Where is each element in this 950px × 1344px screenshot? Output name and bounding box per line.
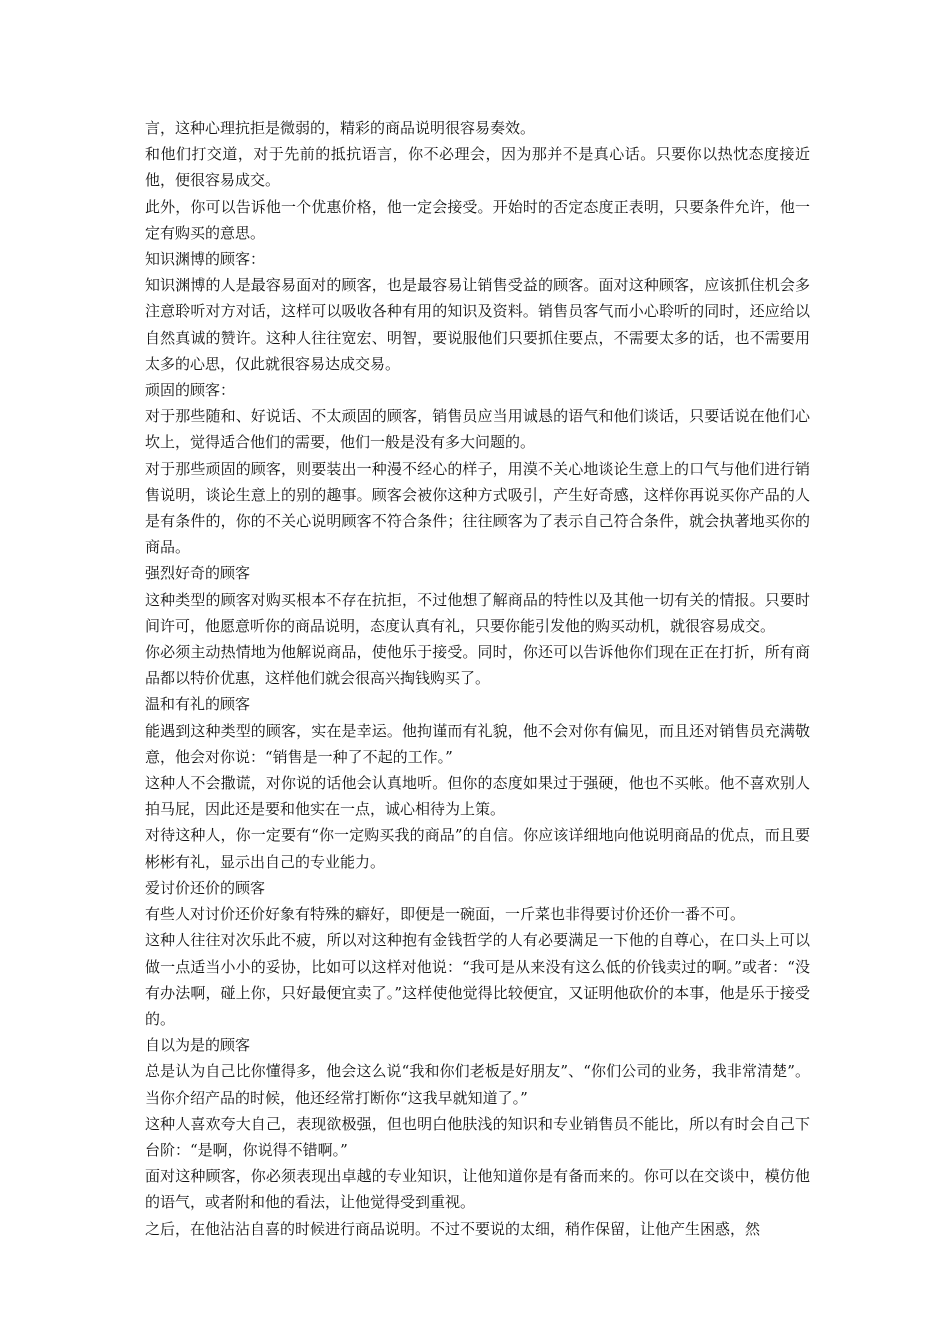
paragraph: 此外，你可以告诉他一个优惠价格，他一定会接受。开始时的否定态度正表明，只要条件允许，他一定有购买的意思。 xyxy=(145,197,810,242)
document-page xyxy=(145,115,810,1242)
section-heading: 强烈好奇的顾客 xyxy=(145,564,251,583)
paragraph: 对待这种人，你一定要有“你一定购买我的商品”的自信。你应该详细地向他说明商品的优点，而且要彬彬有礼，显示出自己的专业能力。 xyxy=(145,826,810,871)
paragraph: 能遇到这种类型的顾客，实在是幸运。他拘谨而有礼貌，他不会对你有偏见，而且还对销售员充满敬意，他会对你说：“销售是一种了不起的工作。” xyxy=(145,721,810,766)
section-heading: 顽固的顾客： xyxy=(145,381,236,400)
paragraph: 知识渊博的人是最容易面对的顾客，也是最容易让销售受益的顾客。面对这种顾客，应该抓住机会多注意聆听对方对话，这样可以吸收各种有用的知识及资料。销售员客气而小心聆听的同时，还应给以自然真诚的赞许。这种人往往宽宏、明智，要说服他们只要抓住要点，不需要太多的话，也不需要用太多的心思，仅此就很容易达成交易。 xyxy=(145,276,810,373)
paragraph: 这种类型的顾客对购买根本不存在抗拒，不过他想了解商品的特性以及其他一切有关的情报。只要时间许可，他愿意听你的商品说明，态度认真有礼，只要你能引发他的购买动机，就很容易成交。 xyxy=(145,590,810,635)
paragraph: 这种人喜欢夸大自己，表现欲极强，但也明白他肤浅的知识和专业销售员不能比，所以有时会自己下台阶：“是啊，你说得不错啊。” xyxy=(145,1114,810,1159)
paragraph: 这种人往往对次乐此不疲，所以对这种抱有金钱哲学的人有必要满足一下他的自尊心，在口头上可以做一点适当小小的妥协，比如可以这样对他说：“我可是从来没有这么低的价钱卖过的啊。”或者：“没有办法啊，碰上你，只好最便宜卖了。”这样使他觉得比较便宜，又证明他砍价的本事，他是乐于接受的。 xyxy=(145,931,810,1028)
section-heading: 爱讨价还价的顾客 xyxy=(145,878,266,897)
paragraph: 总是认为自己比你懂得多，他会这么说“我和你们老板是好朋友”、“你们公司的业务，我非常清楚”。当你介绍产品的时候，他还经常打断你“这我早就知道了。” xyxy=(145,1062,810,1107)
paragraph: 对于那些顽固的顾客，则要装出一种漫不经心的样子，用漠不关心地谈论生意上的口气与他们进行销售说明，谈论生意上的别的趣事。顾客会被你这种方式吸引，产生好奇感，这样你再说买你产品的人是有条件的，你的不关心说明顾客不符合条件；往往顾客为了表示自己符合条件，就会执著地买你的商品。 xyxy=(145,459,810,557)
paragraph: 之后，在他沾沾自喜的时候进行商品说明。不过不要说的太细，稍作保留，让他产生困惑，然 xyxy=(145,1219,761,1238)
paragraph: 言，这种心理抗拒是微弱的，精彩的商品说明很容易奏效。 xyxy=(145,119,536,137)
paragraph: 这种人不会撒谎，对你说的话他会认真地听。但你的态度如果过于强硬，他也不买帐。他不喜欢别人拍马屁，因此还是要和他实在一点，诚心相待为上策。 xyxy=(145,774,810,819)
section-heading: 自以为是的顾客 xyxy=(145,1036,251,1055)
paragraph: 面对这种顾客，你必须表现出卓越的专业知识，让他知道你是有备而来的。你可以在交谈中，模仿他的语气，或者附和他的看法，让他觉得受到重视。 xyxy=(145,1167,810,1212)
section-heading: 温和有礼的顾客 xyxy=(145,695,251,714)
paragraph: 你必须主动热情地为他解说商品，使他乐于接受。同时，你还可以告诉他你们现在正在打折，所有商品都以特价优惠，这样他们就会很高兴掏钱购买了。 xyxy=(145,643,810,688)
paragraph: 对于那些随和、好说话、不太顽固的顾客，销售员应当用诚恳的语气和他们谈话，只要话说在他们心坎上，觉得适合他们的需要，他们一般是没有多大问题的。 xyxy=(145,407,810,452)
section-heading: 知识渊博的顾客： xyxy=(145,250,266,269)
paragraph: 有些人对讨价还价好象有特殊的癖好，即便是一碗面，一斤菜也非得要讨价还价一番不可。 xyxy=(145,905,746,924)
paragraph: 和他们打交道，对于先前的抵抗语言，你不必理会，因为那并不是真心话。只要你以热忱态度接近他，便很容易成交。 xyxy=(145,145,810,190)
